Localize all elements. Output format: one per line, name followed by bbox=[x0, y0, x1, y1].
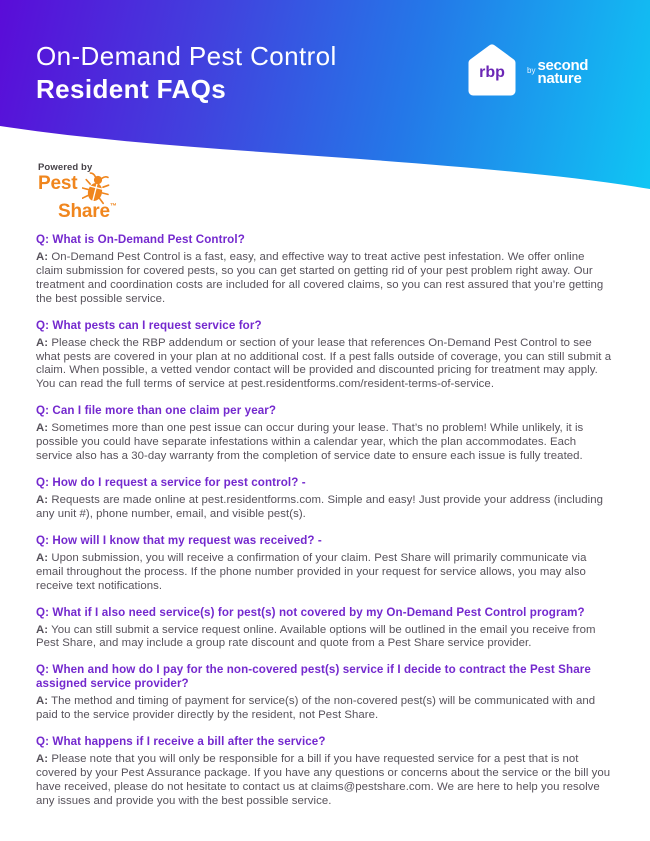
pestshare-logo bbox=[38, 162, 148, 221]
faq-item bbox=[36, 319, 614, 393]
header-banner bbox=[0, 0, 650, 233]
faq-question: Q: How do I request a service for pest control? - bbox=[36, 475, 306, 489]
faq-list bbox=[0, 233, 650, 809]
answer-prefix: A: bbox=[36, 251, 49, 263]
faq-item bbox=[36, 735, 614, 809]
faq-item bbox=[36, 476, 614, 522]
faq-item bbox=[36, 534, 614, 594]
answer-text: You can still submit a service request online. Available options will be outlined in the email you receive from Pest Share, and may include a group rate discount and quote from a Pest Share service provider. bbox=[36, 623, 596, 650]
faq-answer bbox=[36, 753, 614, 809]
faq-question: Q: How will I know that my request was received? - bbox=[36, 533, 322, 547]
faq-answer bbox=[36, 337, 614, 393]
by-label: by bbox=[527, 66, 536, 75]
answer-prefix: A: bbox=[36, 551, 49, 564]
answer-text: Please note that you will only be responsible for a bill if you have requested service for a pest that is not covered by your Pest Assurance package. If you have any questions or concerns about the service or the bill you have received, please do not hesitate to contact us at claims@pestshare.com. We are here to help you resolve any issues and provide you with the best possible service. bbox=[36, 753, 611, 807]
faq-item bbox=[36, 233, 614, 307]
answer-prefix: A: bbox=[36, 493, 49, 506]
answer-text: Requests are made online at pest.residentforms.com. Simple and easy! Just provide your address (including any unit #), phone number, email, and visible pest(s). bbox=[36, 493, 603, 520]
answer-text: The method and timing of payment for service(s) of the non-covered pest(s) will be communicated with and paid to the service provider directly by the resident, not Pest Share. bbox=[36, 695, 596, 722]
faq-answer bbox=[36, 695, 614, 723]
second-nature-line-2: nature bbox=[537, 70, 582, 87]
faq-question: Q: What if I also need service(s) for pest(s) not covered by my On-Demand Pest Control program? bbox=[36, 605, 585, 619]
faq-item bbox=[36, 606, 614, 652]
faq-answer bbox=[36, 624, 614, 652]
faq-question: Q: Can I file more than one claim per year? bbox=[36, 404, 277, 418]
faq-item bbox=[36, 663, 614, 723]
pestshare-word-share: Share bbox=[58, 201, 110, 222]
rbp-logo-text: rbp bbox=[479, 64, 505, 81]
trademark-symbol: ™ bbox=[109, 203, 117, 210]
page-title bbox=[36, 40, 337, 106]
answer-prefix: A: bbox=[36, 623, 49, 636]
rbp-house-icon bbox=[466, 42, 518, 100]
powered-by-label: Powered by bbox=[38, 162, 93, 173]
faq-answer bbox=[36, 251, 614, 307]
second-nature-lines bbox=[537, 59, 588, 85]
faq-item bbox=[36, 404, 614, 464]
answer-text: On-Demand Pest Control is a fast, easy, and effective way to treat active pest infestation. We offer online claim submission for covered pests, so you can get started on getting rid of your pest problem right away. Our treatment and coordination costs are included for all covered claims, so you can rest assured that you’re getting the best possible service. bbox=[36, 251, 604, 305]
faq-question: Q: What is On-Demand Pest Control? bbox=[36, 233, 245, 246]
answer-prefix: A: bbox=[36, 695, 49, 708]
answer-prefix: A: bbox=[36, 753, 49, 766]
title-line-2: Resident FAQs bbox=[36, 74, 227, 104]
answer-text: Please check the RBP addendum or section of your lease that references On-Demand Pest Control to see what pests are covered in your plan at no additional cost. If a pest falls outside of coverage, you can still submit a claim. When possible, a vetted vendor contact will be provided and discounted pricing for treatment may apply. You can read the full terms of service at pest.residentforms.com/resident-terms-of-service. bbox=[36, 336, 612, 391]
faq-answer bbox=[36, 422, 614, 464]
faq-answer bbox=[36, 552, 614, 594]
answer-text: Upon submission, you will receive a confirmation of your claim. Pest Share will primarily communicate via email throughout the process. If the phone number provided in your request for service allows, you may also receive text notifications. bbox=[36, 551, 587, 592]
answer-text: Sometimes more than one pest issue can occur during your lease. That’s no problem! While unlikely, it is possible you could have separate infestations within a calendar year, which the plan accommodates. Each service also has a 30-day warranty from the completion of service date to ensure each issue is fully treated. bbox=[36, 422, 584, 463]
rbp-second-nature-logo bbox=[466, 42, 588, 100]
faq-question: Q: What pests can I request service for? bbox=[36, 318, 262, 332]
faq-question: Q: What happens if I receive a bill after the service? bbox=[36, 735, 326, 749]
title-line-1: On-Demand Pest Control bbox=[36, 41, 337, 71]
second-nature-wordmark bbox=[527, 57, 588, 85]
second-nature-line-1: second bbox=[537, 57, 589, 74]
faq-question: Q: When and how do I pay for the non-covered pest(s) service if I decide to contract the Pest Share assigned service provider? bbox=[36, 663, 591, 691]
faq-answer bbox=[36, 494, 614, 522]
bug-icon bbox=[82, 171, 110, 205]
pestshare-row-2 bbox=[58, 202, 148, 221]
answer-prefix: A: bbox=[36, 336, 49, 349]
pestshare-word-pest: Pest bbox=[38, 173, 78, 194]
answer-prefix: A: bbox=[36, 422, 49, 435]
